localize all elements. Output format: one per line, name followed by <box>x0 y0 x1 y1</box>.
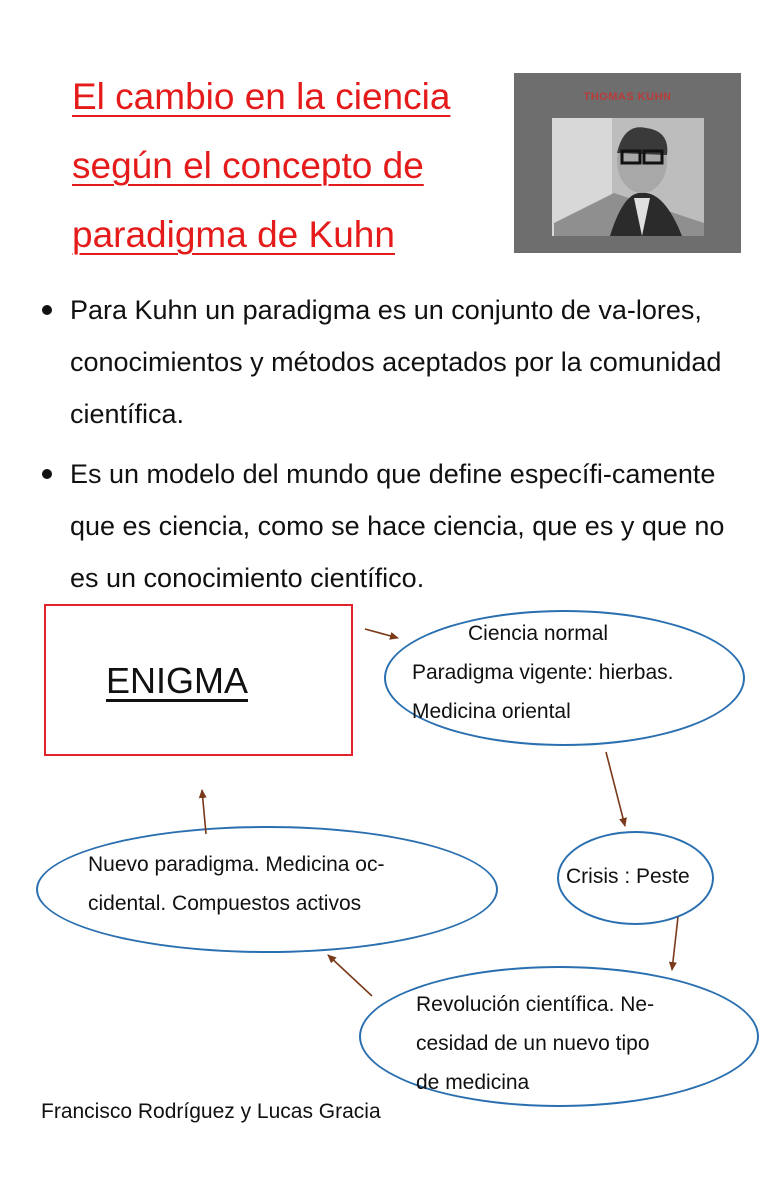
arrow-nuevo-to-enigma <box>202 790 206 834</box>
bullet-text-1: Para Kuhn un paradigma es un conjunto de va-lores, conocimientos y métodos aceptados por la comunidad científica. <box>70 295 722 429</box>
revolucion-line-3: de medicina <box>416 1071 530 1094</box>
revolucion-line-2: cesidad de un nuevo tipo <box>416 1032 650 1055</box>
ciencia-normal-line-1: Paradigma vigente: hierbas. <box>412 661 674 684</box>
nuevo-paradigma-line-2: cidental. Compuestos activos <box>88 892 362 915</box>
arrow-normal-to-crisis <box>606 752 625 826</box>
ciencia-normal-line-2: Medicina oriental <box>412 700 571 723</box>
photo-caption: THOMAS KUHN <box>583 91 672 103</box>
bullet-text-2: Es un modelo del mundo que define específi-camente que es ciencia, como se hace ciencia, que es y que no es un conocimiento científico. <box>70 459 725 593</box>
ciencia-normal-heading: Ciencia normal <box>468 622 609 645</box>
arrow-crisis-to-revolucion <box>672 917 678 970</box>
authors-footer: Francisco Rodríguez y Lucas Gracia <box>41 1100 381 1123</box>
title-line-2: según el concepto de <box>72 145 424 186</box>
title-line-3: paradigma de Kuhn <box>72 214 395 255</box>
title-line-1: El cambio en la ciencia <box>72 76 451 117</box>
revolucion-line-1: Revolución científica. Ne- <box>416 993 655 1016</box>
enigma-label: ENIGMA <box>106 660 249 701</box>
nuevo-paradigma-line-1: Nuevo paradigma. Medicina oc- <box>88 853 385 876</box>
crisis-label: Crisis : Peste <box>566 865 690 888</box>
arrow-revolucion-to-nuevo <box>328 955 372 996</box>
arrow-enigma-to-normal <box>365 629 398 638</box>
